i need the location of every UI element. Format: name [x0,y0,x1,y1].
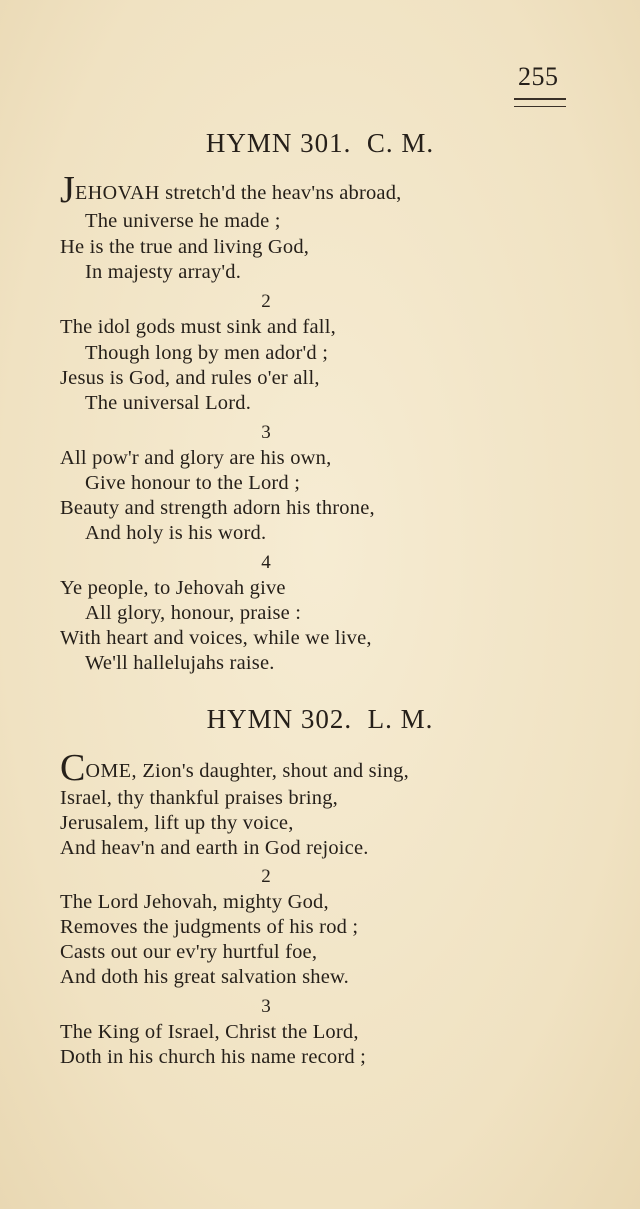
hymn-line: The universal Lord. [85,392,252,414]
stanza-number: 2 [261,866,271,887]
hymn-number: HYMN 301. [205,128,352,158]
hymn-line: All pow'r and glory are his own, [60,447,332,469]
hymn-line: Doth in his church his name record ; [60,1046,367,1068]
hymn-line: In majesty array'd. [85,261,242,283]
hymn-meter: L. M. [367,704,434,734]
hymn-line: Casts out our ev'ry hurtful foe, [60,941,318,963]
hymn-line: Removes the judgments of his rod ; [60,916,359,938]
line-text: stretch'd the heav'ns abroad, [159,182,402,204]
page-number: 255 [518,62,559,91]
hymn-line: And heav'n and earth in God rejoice. [60,837,369,859]
hymn-line: Jerusalem, lift up thy voice, [60,812,294,834]
small-caps: EHOVAH [75,182,160,204]
hymn-title [0,704,640,735]
hymn-line: He is the true and living God, [60,236,310,258]
hymn-line: Jesus is God, and rules o'er all, [60,367,320,389]
page-number-rule [514,98,566,107]
hymn-meter: C. M. [366,128,435,158]
hymn-line: With heart and voices, while we live, [60,627,372,649]
stanza-number: 2 [261,291,271,312]
small-caps: OME, [85,760,137,782]
hymn-number: HYMN 302. [206,704,353,734]
hymn-line: Give honour to the Lord ; [85,472,301,494]
hymn-line: And holy is his word. [85,522,267,544]
hymn-line: We'll hallelujahs raise. [85,652,275,674]
stanza-number: 3 [261,422,271,443]
hymn-line: Israel, thy thankful praises bring, [60,787,338,809]
line-text: Zion's daughter, shout and sing, [137,760,409,782]
hymn-line: The Lord Jehovah, mighty God, [60,891,329,913]
hymn-line: The universe he made ; [85,210,281,232]
drop-cap: C [60,747,86,789]
hymn-line: Ye people, to Jehovah give [60,577,286,599]
hymn-title [0,128,640,159]
hymn-line: And doth his great salvation shew. [60,966,350,988]
hymn-line [60,747,409,789]
hymn-line: Though long by men ador'd ; [85,342,329,364]
stanza-number: 4 [261,552,271,573]
hymn-line: The idol gods must sink and fall, [60,316,336,338]
hymn-line: The King of Israel, Christ the Lord, [60,1021,359,1043]
hymn-line: Beauty and strength adorn his throne, [60,497,375,519]
hymn-line: All glory, honour, praise : [85,602,302,624]
drop-cap: J [60,169,75,211]
hymn-line [60,169,402,211]
stanza-number: 3 [261,996,271,1017]
